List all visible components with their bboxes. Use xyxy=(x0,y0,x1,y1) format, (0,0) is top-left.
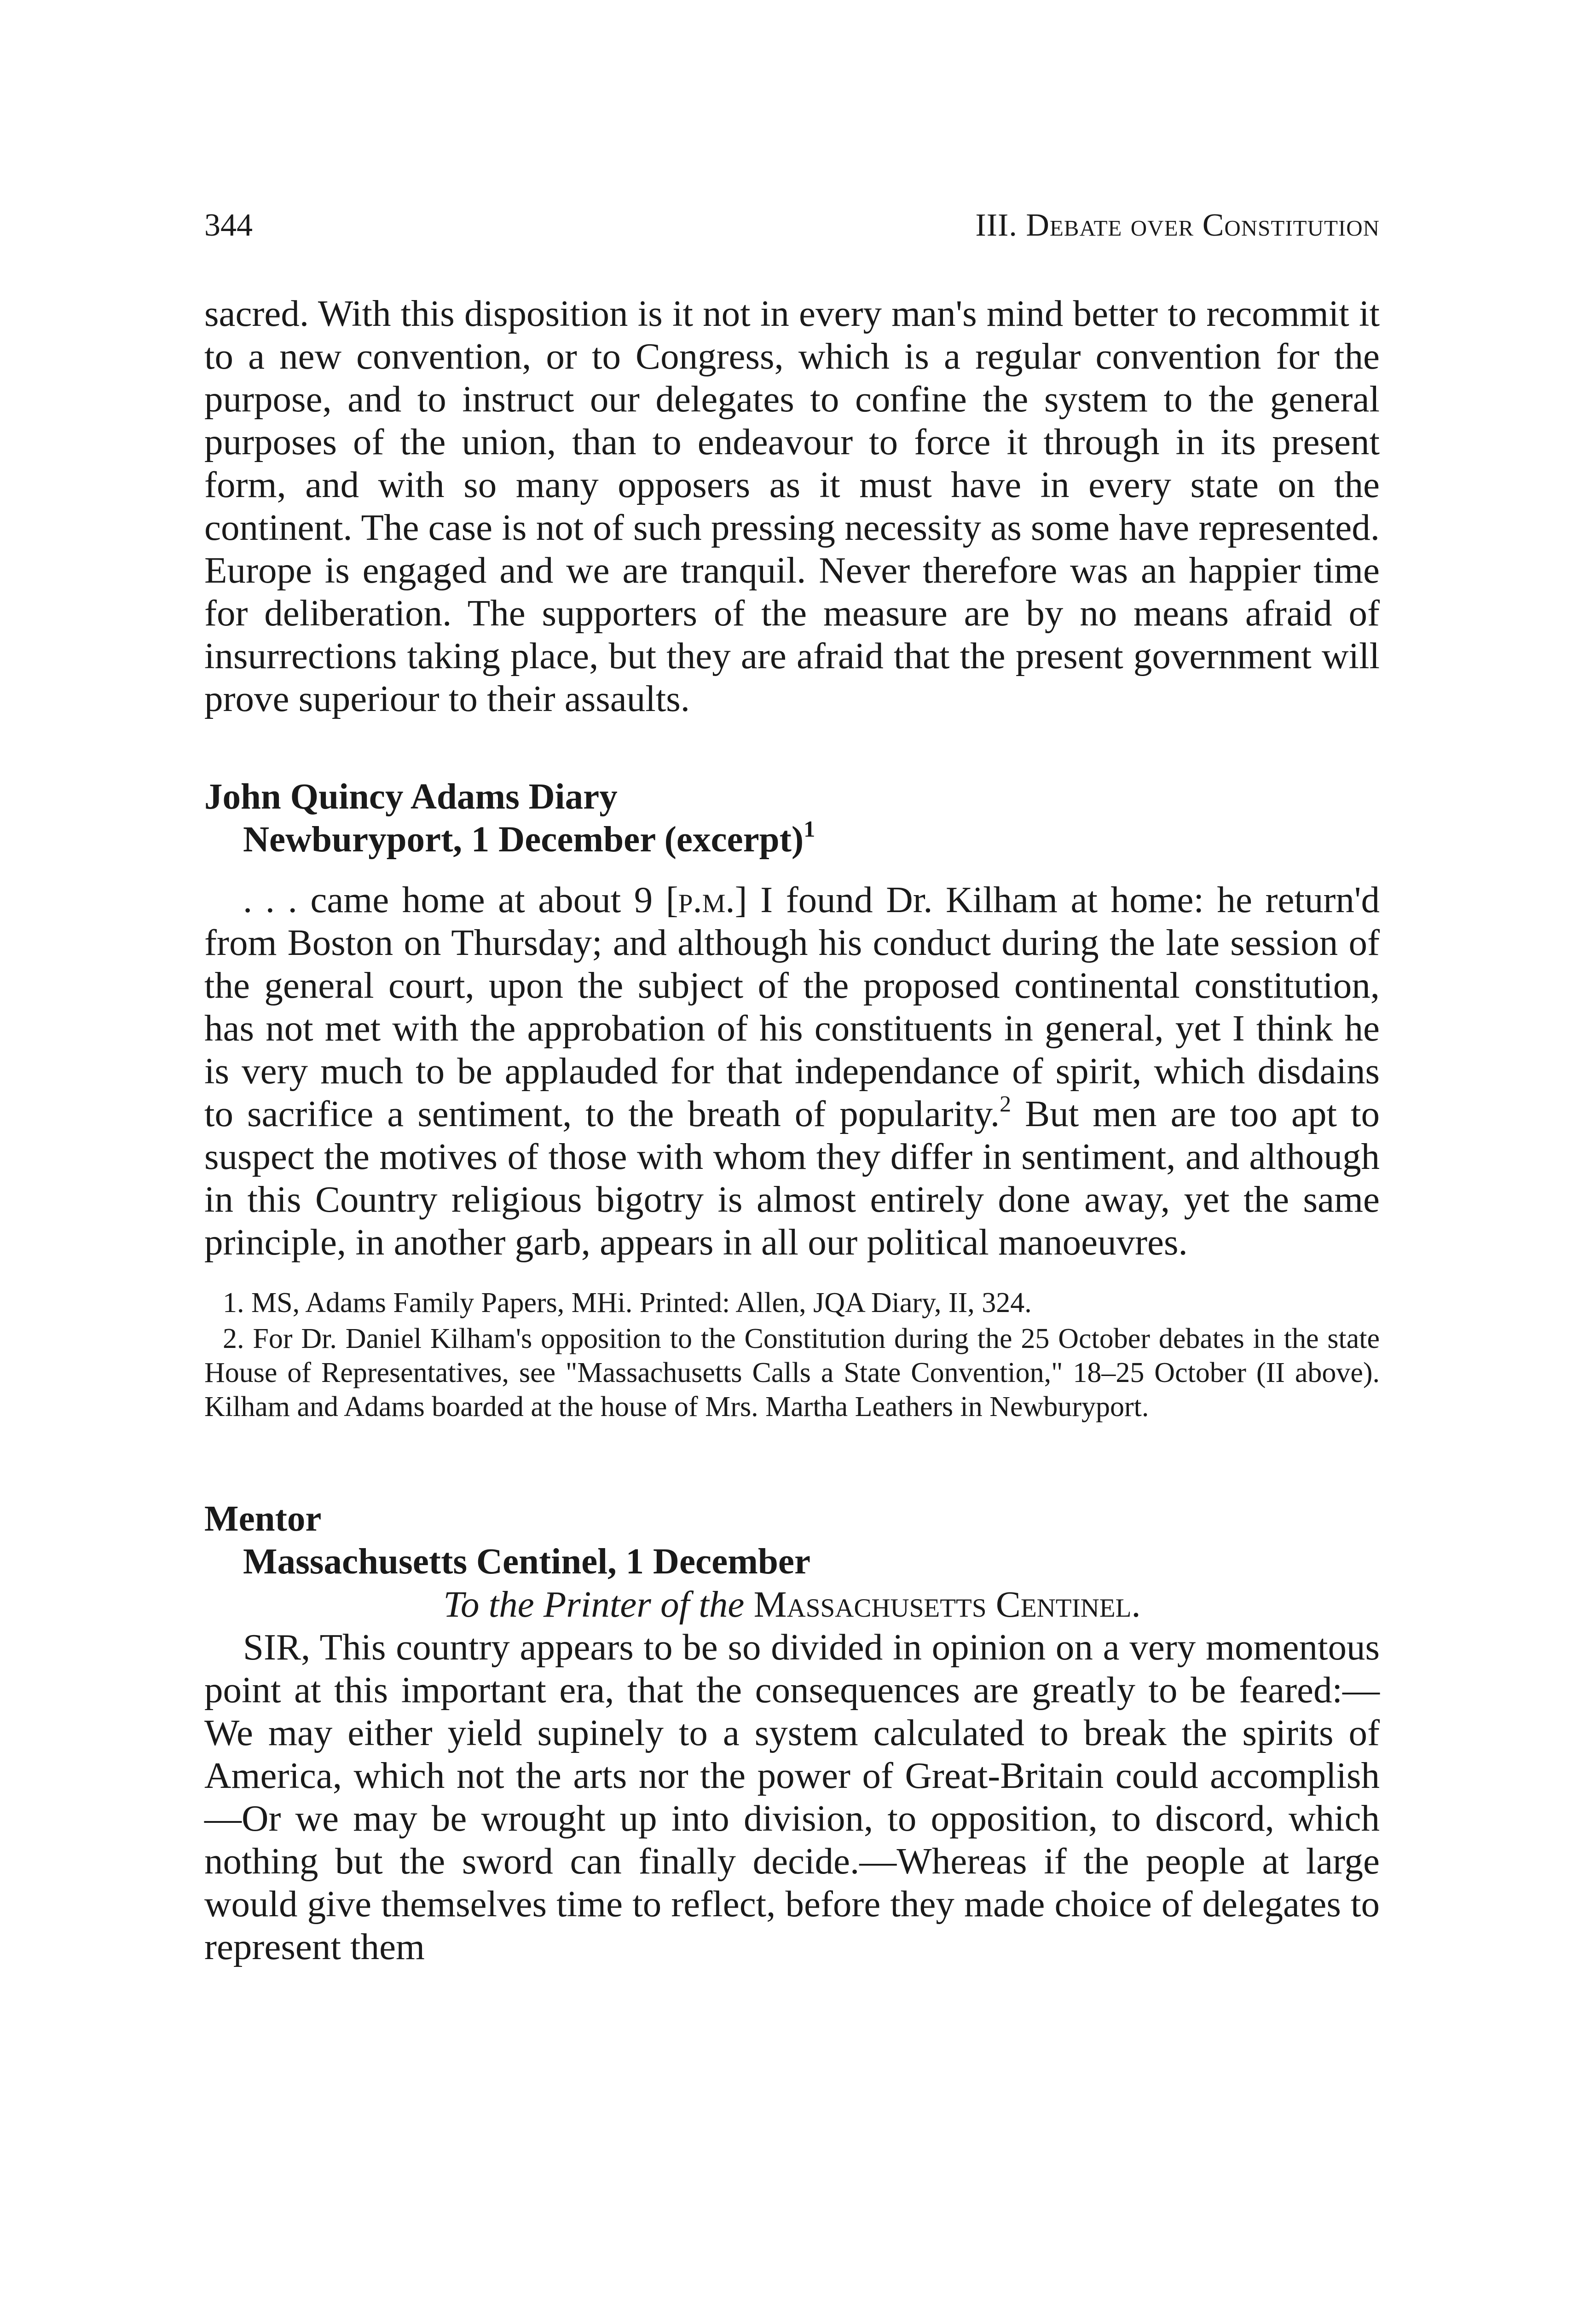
body-text xyxy=(204,292,1380,1968)
section-heading-adams-diary xyxy=(204,775,1380,861)
section-title: John Quincy Adams Diary xyxy=(204,777,618,817)
section-heading-mentor xyxy=(204,1497,1380,1583)
running-head xyxy=(204,202,1380,249)
footnote-ref: 2 xyxy=(1000,1091,1012,1116)
footnote: 1. MS, Adams Family Papers, MHi. Printed: Allen, JQA Diary, II, 324. xyxy=(223,1287,1032,1318)
section-title: Mentor xyxy=(204,1499,322,1539)
letter-address: To the Printer of the Massachusetts Centinel. xyxy=(443,1584,1141,1625)
running-title: III. Debate over Constitution xyxy=(975,208,1380,243)
paragraph-sacred: sacred. With this disposition is it not in every man's mind better to recommit it to a new convention, or to Congress, which is a regular convention for the purpose, and to instruct our delegates to confine the system to the general purposes of the union, than to endeavour to force it through in its present form, and with so many opposers as it must have in every state on the continent. The case is not of such pressing necessity as some have represented. Europe is engaged and we are tranquil. Never therefore was an happier time for deliberation. The supporters of the measure are by no means afraid of insurrections taking place, but they are afraid that the present government will prove superiour to their assaults. xyxy=(204,293,1380,719)
section-subtitle: Newburyport, 1 December (excerpt)$^1$ xyxy=(243,816,815,860)
section-subtitle: Massachusetts Centinel, 1 December xyxy=(243,1542,811,1582)
letter-paragraph: SIR, This country appears to be so divided in opinion on a very momentous point at this important era, that the consequences are greatly to be feared:—We may either yield supinely to a system calculated to break the spirits of America, which not the arts nor the power of Great-Britain could accomplish—Or we may be wrought up into division, to opposition, to discord, which nothing but the sword can finally decide.—Whereas if the people at large would give themselves time to reflect, before they made choice of delegates to represent them xyxy=(204,1626,1380,1967)
diary-paragraph: . . . came home at about 9 [p.m.] I found Dr. Kilham at home: he return'd from Boston on Thursday; and although his conduct during the late session of the general court, upon the subject of the proposed continental constitution, has not met with the approbation of his constituents in general, yet I think he is very much to be applauded for that independance of spirit, which disdains to sacrifice a sentiment, to the breath of popularity.$^2$ But men are too apt to suspect the motives of those with whom they differ in sentiment, and although in this Country religious bigotry is almost entirely done away, yet the same principle, in another garb, appears in all our political manoeuvres. xyxy=(204,879,1380,1263)
page-number: 344 xyxy=(204,208,253,243)
footnote-ref: 1 xyxy=(804,816,815,842)
footnotes xyxy=(204,1286,1380,1424)
footnote: 2. For Dr. Daniel Kilham's opposition to the Constitution during the 25 October debates in the state House of Representatives, see "Massachusetts Calls a State Convention," 18–25 October (II above). Kilham and Adams boarded at the house of Mrs. Martha Leathers in Newburyport. xyxy=(204,1323,1380,1422)
